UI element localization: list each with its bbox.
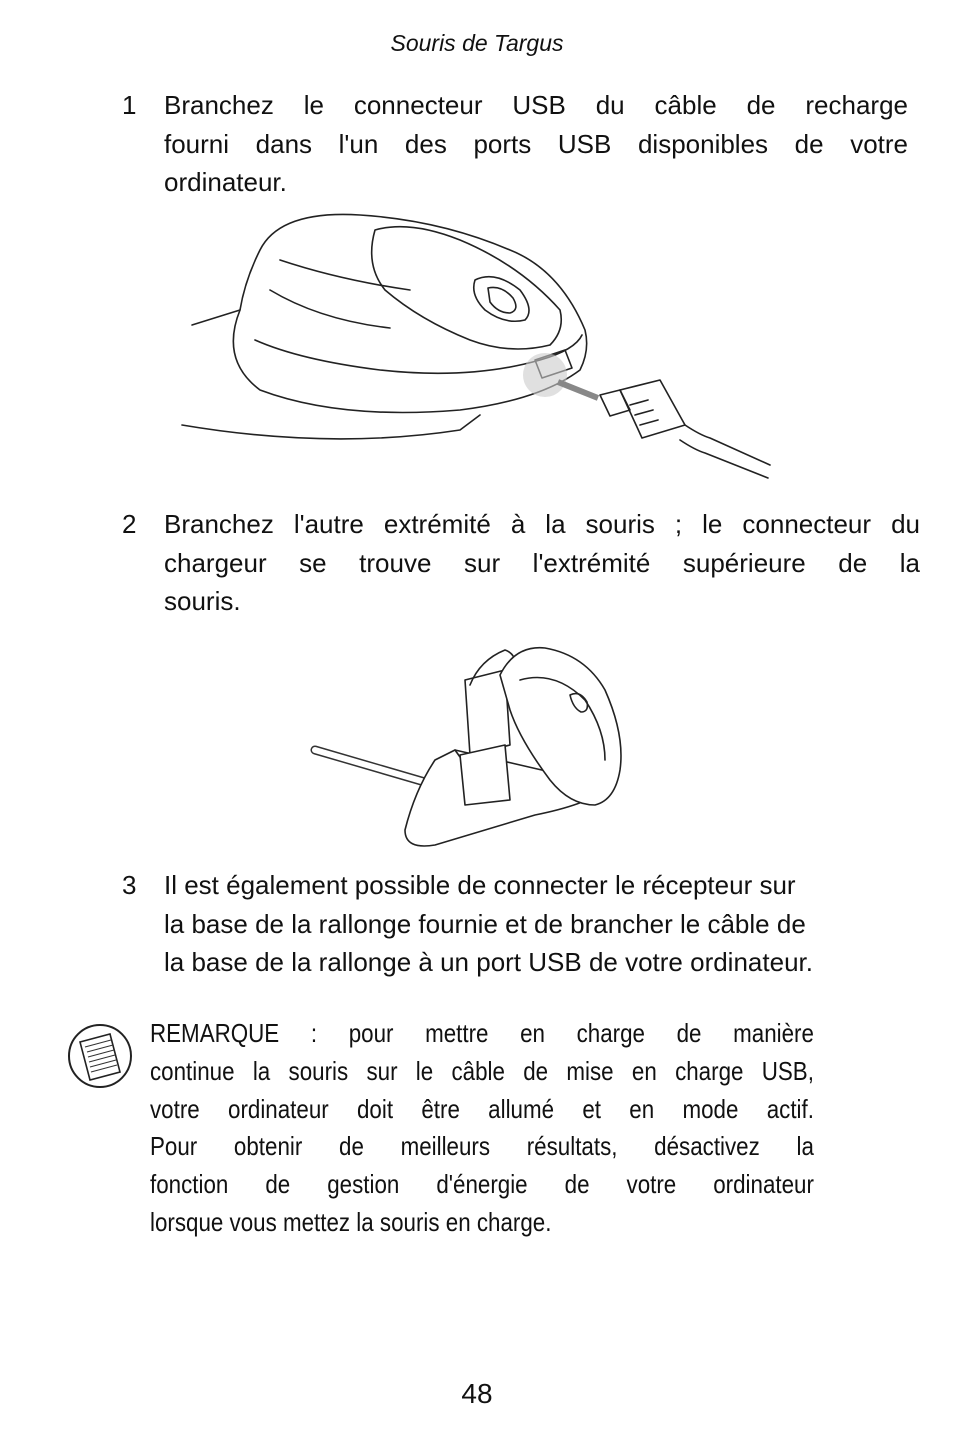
mouse-charging-base-illustration bbox=[305, 640, 645, 855]
running-header: Souris de Targus bbox=[390, 30, 564, 56]
step-text bbox=[164, 866, 920, 1020]
step-line: la base de la rallonge à un port USB de votre ordinateur. bbox=[164, 947, 813, 977]
step-line: chargeur se trouve sur l'extrémité supérieure de la bbox=[164, 547, 920, 578]
note-line: REMARQUE : pour mettre en charge de manière bbox=[150, 1018, 814, 1048]
note-line: fonction de gestion d'énergie de votre ordinateur bbox=[150, 1169, 814, 1200]
note-line: lorsque vous mettez la souris en charge. bbox=[150, 1206, 552, 1237]
mouse-usb-illustration bbox=[180, 210, 780, 485]
notepad-icon bbox=[66, 1020, 134, 1092]
step-number: 1 bbox=[122, 90, 137, 120]
step-line: fourni dans l'un des ports USB disponibles de votre bbox=[164, 128, 908, 159]
note-line: continue la souris sur le câble de mise en charge USB, bbox=[150, 1055, 814, 1086]
step-line: souris. bbox=[164, 586, 241, 616]
step-line: la base de la rallonge fournie et de brancher le câble de bbox=[164, 908, 806, 939]
step-text bbox=[164, 505, 920, 659]
step-line: Branchez le connecteur USB du câble de recharge bbox=[164, 90, 908, 120]
step-line: Il est également possible de connecter le récepteur sur bbox=[164, 870, 796, 900]
step-number: 2 bbox=[122, 509, 137, 539]
step-line: ordinateur. bbox=[164, 167, 287, 197]
step-number: 3 bbox=[122, 870, 137, 900]
note-line: Pour obtenir de meilleurs résultats, désactivez la bbox=[150, 1131, 814, 1162]
page-number: 48 bbox=[461, 1378, 493, 1409]
note-text bbox=[150, 1015, 814, 1242]
step-line: Branchez l'autre extrémité à la souris ; le connecteur du bbox=[164, 509, 920, 539]
note-line: votre ordinateur doit être allumé et en mode actif. bbox=[150, 1093, 814, 1124]
